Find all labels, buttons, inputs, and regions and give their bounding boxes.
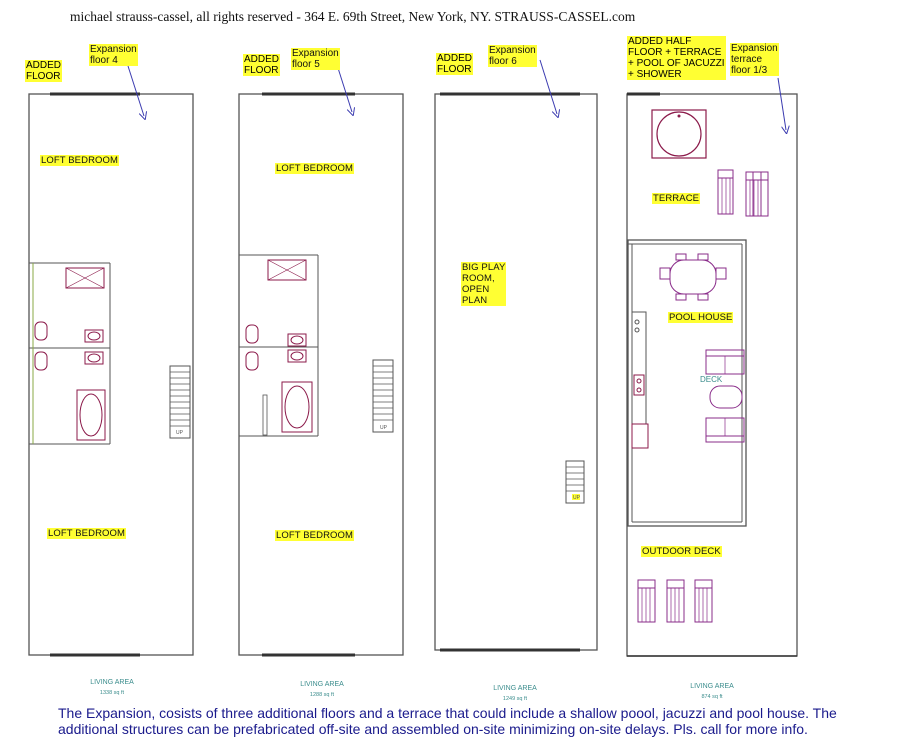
dining-table-icon <box>660 254 726 300</box>
stair-up-label: UP <box>573 495 580 501</box>
lounge-chair-icon <box>638 580 655 622</box>
added-floor-label: ADDED FLOOR <box>437 53 473 75</box>
stair-up-label: UP <box>380 425 387 431</box>
plan-floor-6-outline <box>435 94 597 650</box>
lounge-chair-icon <box>667 580 684 622</box>
room-label-loft-bedroom: LOFT BEDROOM <box>276 530 354 541</box>
bathtub-icon <box>282 382 312 432</box>
expansion-arrow <box>778 78 786 130</box>
pool-house <box>628 240 746 526</box>
living-area-label: LIVING AREA <box>690 683 734 690</box>
sofa-icon <box>706 350 744 374</box>
plan-floor-4-stair <box>170 366 190 438</box>
living-area-value: 1249 sq ft <box>502 696 528 702</box>
living-area-value: 874 sq ft <box>701 694 723 700</box>
living-area-value: 1338 sq ft <box>99 690 125 696</box>
added-floor-label: ADDED FLOOR <box>244 54 280 76</box>
lounge-chair-icon <box>718 170 733 214</box>
plan-floor-4-bathroom <box>29 263 110 444</box>
room-label-loft-bedroom: LOFT BEDROOM <box>48 528 126 539</box>
plan-floor-5 <box>239 68 403 655</box>
plan-floor-6-stair <box>566 461 584 503</box>
bathtub-icon <box>77 390 105 440</box>
expansion-label: Expansion floor 4 <box>90 44 137 66</box>
description-text: The Expansion, cosists of three additional floors and a terrace that could include a shallow poool, jacuzzi and pool house. The additional structures can be prefabricated off-site and assembled on-site minimizing on-site delays. Pls. call for more info. <box>58 705 837 737</box>
expansion-label: Expansion floor 5 <box>292 48 339 70</box>
stair-up-label: UP <box>176 430 183 436</box>
plan-floor-5-stair <box>373 360 393 432</box>
living-area-label: LIVING AREA <box>90 679 134 686</box>
living-area-value: 1288 sq ft <box>309 692 335 698</box>
room-label-loft-bedroom: LOFT BEDROOM <box>276 163 354 174</box>
plan-floor-5-bathroom <box>239 255 318 436</box>
coffee-table-icon <box>710 386 742 408</box>
living-area-label: LIVING AREA <box>493 685 537 692</box>
copyright-header: michael strauss-cassel, all rights reserved - 364 E. 69th Street, New York, NY. STRAUSS-CASSEL.com <box>70 9 636 24</box>
room-label-big-play-room: BIG PLAY ROOM, OPEN PLAN <box>462 262 506 306</box>
room-label-outdoor-deck: OUTDOOR DECK <box>642 546 721 557</box>
expansion-arrow <box>540 60 557 114</box>
deck-label: DECK <box>700 375 723 384</box>
sofa-icon <box>706 418 744 442</box>
plan-floor-5-outline <box>239 94 403 655</box>
room-label-terrace: TERRACE <box>653 193 700 204</box>
added-half-floor-label: ADDED HALF FLOOR + TERRACE + POOL OF JACUZZI + SHOWER <box>628 36 725 80</box>
plan-floor-6 <box>435 60 597 650</box>
added-floor-label: ADDED FLOOR <box>26 60 62 82</box>
plan-floor-4-outline <box>29 94 193 655</box>
lounge-chair-icon <box>695 580 712 622</box>
toilet-icon <box>246 352 258 370</box>
room-label-pool-house: POOL HOUSE <box>669 312 733 323</box>
expansion-label: Expansion floor 6 <box>489 45 536 67</box>
jacuzzi-icon <box>652 110 706 158</box>
expansion-label: Expansion terrace floor 1/3 <box>731 43 778 76</box>
toilet-icon <box>35 352 47 370</box>
expansion-arrow <box>338 68 352 112</box>
plan-terrace <box>627 78 797 656</box>
toilet-icon <box>35 322 47 340</box>
expansion-arrow <box>128 66 144 116</box>
toilet-icon <box>246 325 258 343</box>
living-area-label: LIVING AREA <box>300 681 344 688</box>
kitchen-counter-icon <box>632 312 648 448</box>
room-label-loft-bedroom: LOFT BEDROOM <box>41 155 119 166</box>
